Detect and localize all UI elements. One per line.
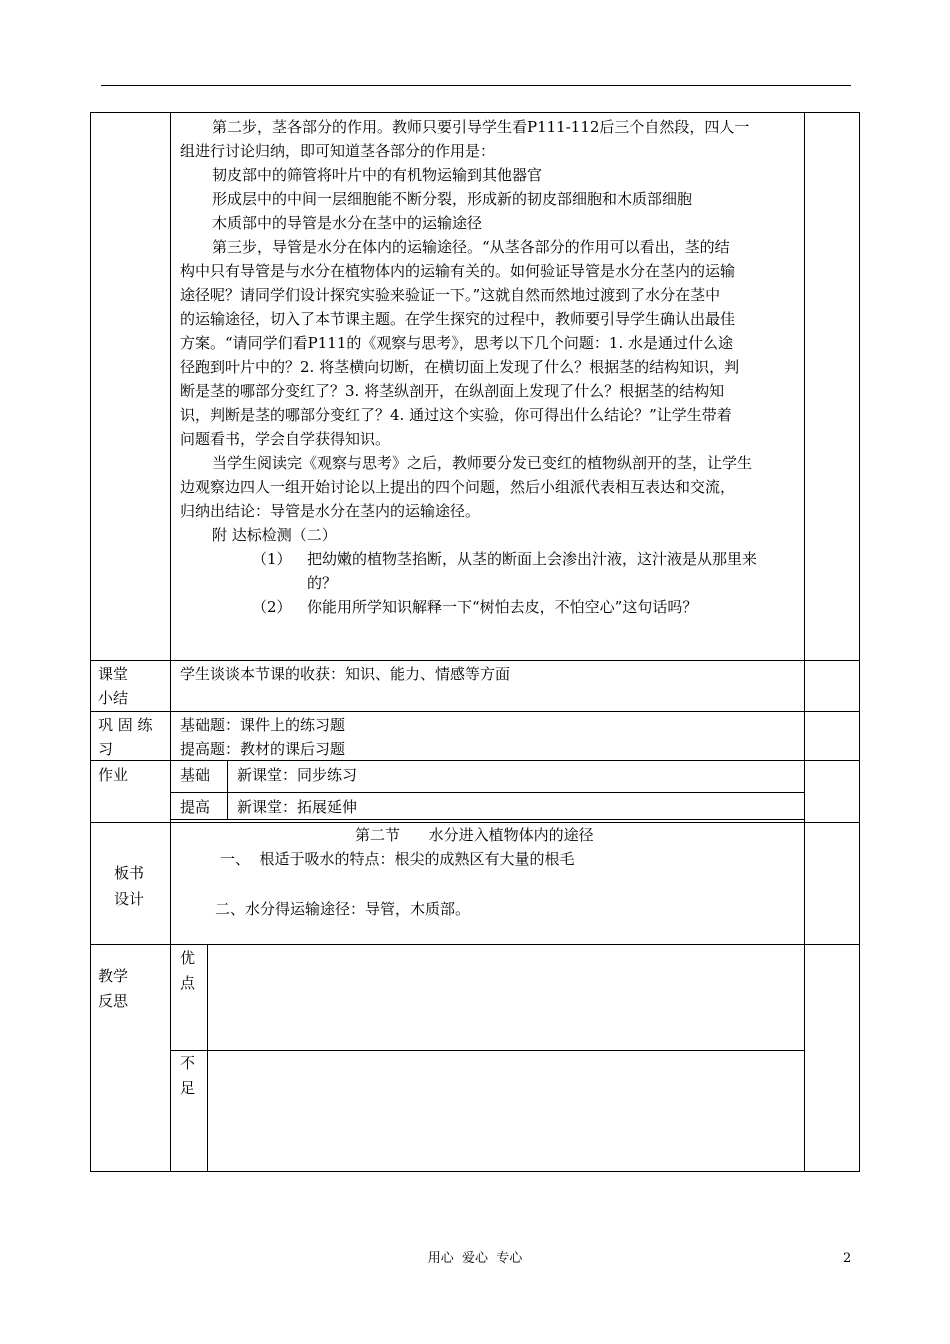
row-divider [90,660,860,661]
paragraph-line: 径跑到叶片中的？2. 将茎横向切断，在横切面上发现了什么？根据茎的结构知识，判 [180,358,740,376]
board-line: 二、水分得运输途径：导管，木质部。 [215,900,471,918]
reflection-weaknesses-label: 足 [180,1079,196,1097]
board-label: 板书 [114,864,145,882]
table-border-bottom [90,1171,860,1172]
homework-label: 作业 [98,766,129,784]
paragraph-line: 的运输途径，切入了本节课主题。在学生探究的过程中，教师要引导学生确认出最佳 [180,310,736,328]
table-border-left [90,112,91,1171]
row-divider [90,822,860,823]
practice-label: 习 [98,740,114,758]
question-number: （2） [252,598,292,616]
paragraph-line: 第二步，茎各部分的作用。教师只要引导学生看P111-112后三个自然段，四人一 [212,118,750,136]
paragraph-line: 构中只有导管是与水分在植物体内的运输有关的。如何验证导管是水分在茎内的运输 [180,262,736,280]
reflection-strengths-label: 点 [180,974,196,992]
homework-advanced-text: 新课堂：拓展延伸 [237,798,358,816]
reflection-strengths-label: 优 [180,949,196,967]
paragraph-line: 第三步，导管是水分在体内的运输途径。“从茎各部分的作用可以看出，茎的结 [212,238,730,256]
page-number: 2 [843,1251,852,1266]
question-text: 你能用所学知识解释一下“树怕去皮，不怕空心”这句话吗？ [307,598,698,616]
question-number: （1） [252,550,292,568]
reflection-label: 反思 [98,992,129,1010]
board-line: 一、 根适于吸水的特点：根尖的成熟区有大量的根毛 [220,850,575,868]
paragraph-line: 边观察边四人一组开始讨论以上提出的四个问题，然后小组派代表相互表达和交流， [180,478,736,496]
paragraph-line: 组进行讨论归纳，即可知道茎各部分的作用是： [180,142,496,160]
paragraph-line: 途径呢？请同学们设计探究实验来验证一下。”这就自然而然地过渡到了水分在茎中 [180,286,721,304]
reflection-weaknesses-label: 不 [180,1054,196,1072]
homework-advanced-label: 提高 [180,798,211,816]
row-divider [90,944,860,945]
footer-slogan: 用心 爱心 专心 [427,1251,523,1266]
practice-label: 巩 固 练 [98,716,153,734]
table-border-top [90,112,860,113]
paragraph-line: 识，判断是茎的哪部分变红了？4. 通过这个实验，你可得出什么结论？”让学生带着 [180,406,732,424]
homework-basic-text: 新课堂：同步练习 [237,766,358,784]
content-column-divider [804,112,805,1171]
homework-basic-label: 基础 [180,766,211,784]
practice-basic: 基础题：课件上的练习题 [180,716,346,734]
reflection-label: 教学 [98,967,129,985]
reflection-sub-divider [207,944,208,1171]
row-divider [90,711,860,712]
summary-text: 学生谈谈本节课的收获：知识、能力、情感等方面 [180,665,511,683]
homework-inner-divider [170,792,804,793]
summary-label: 小结 [98,689,129,707]
label-column-divider [170,112,171,1171]
header-rule [101,85,851,86]
paragraph-line: 附 达标检测（二） [212,526,337,544]
paragraph-line: 形成层中的中间一层细胞能不断分裂，形成新的韧皮部细胞和木质部细胞 [212,190,693,208]
row-divider [90,760,860,761]
homework-inner-bottom [170,819,804,820]
paragraph-line: 当学生阅读完《观察与思考》之后，教师要分发已变红的植物纵剖开的茎，让学生 [212,454,753,472]
paragraph-line: 方案。“请同学们看P111的《观察与思考》，思考以下几个问题：1. 水是通过什么途 [180,334,733,352]
homework-sub-divider [227,760,228,819]
question-text: 把幼嫩的植物茎掐断，从茎的断面上会渗出汁液，这汁液是从那里来 [307,550,758,568]
board-label: 设计 [114,890,145,908]
reflection-inner-divider [170,1050,804,1051]
paragraph-line: 归纳出结论：导管是水分在茎内的运输途径。 [180,502,481,520]
paragraph-line: 断是茎的哪部分变红了？3. 将茎纵剖开，在纵剖面上发现了什么？根据茎的结构知 [180,382,725,400]
paragraph-line: 木质部中的导管是水分在茎中的运输途径 [212,214,483,232]
question-text: 的？ [307,574,338,592]
paragraph-line: 韧皮部中的筛管将叶片中的有机物运输到其他器官 [212,166,543,184]
summary-label: 课堂 [98,665,129,683]
paragraph-line: 问题看书，学会自学获得知识。 [180,430,391,448]
board-title: 第二节 水分进入植物体内的途径 [355,826,594,844]
table-border-right [859,112,860,1171]
practice-advanced: 提高题：教材的课后习题 [180,740,346,758]
